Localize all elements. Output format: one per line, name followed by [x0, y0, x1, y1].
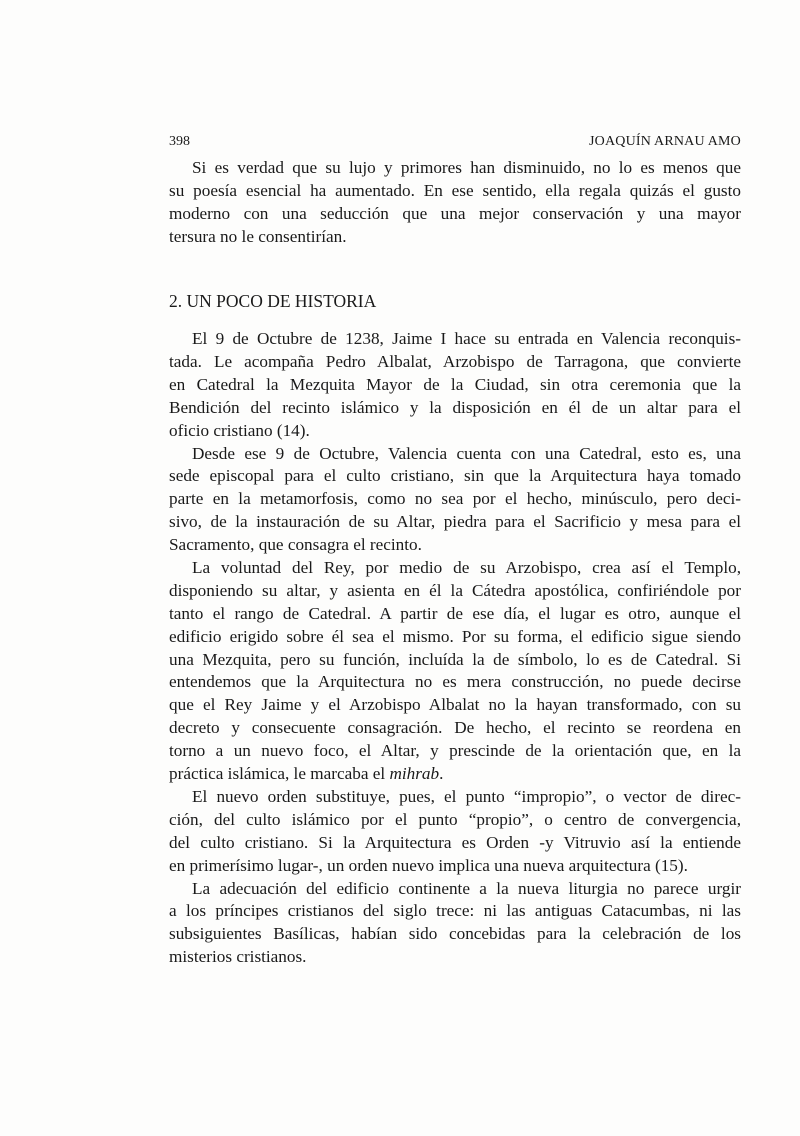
running-head-author: JOAQUÍN ARNAU AMO: [589, 134, 741, 149]
text-line: parte en la metamorfosis, como no sea por el hecho, minúsculo, pero deci-: [169, 489, 741, 509]
text-fragment: práctica islámica, le marcaba el: [169, 764, 390, 784]
running-header: [169, 132, 741, 152]
text-line: en Catedral la Mezquita Mayor de la Ciudad, sin otra ceremonia que la: [169, 374, 741, 394]
text-line: que el Rey Jaime y el Arzobispo Albalat no la hayan transformado, con su: [169, 695, 741, 715]
text-line: Sacramento, que consagra el recinto.: [169, 535, 422, 555]
text-line: misterios cristianos.: [169, 947, 307, 967]
text-line: su poesía esencial ha aumentado. En ese sentido, ella regala quizás el gusto: [169, 180, 741, 200]
paragraph-1: [169, 328, 741, 442]
paragraph-3: [169, 557, 741, 786]
text-line: decreto y consecuente consagración. De hecho, el recinto se reordena en: [169, 718, 741, 738]
text-line: en primerísimo lugar-, un orden nuevo implica una nueva arquitectura (15).: [169, 855, 688, 875]
text-line: a los príncipes cristianos del siglo trece: ni las antiguas Catacumbas, ni las: [169, 901, 741, 921]
text-line: tersura no le consentirían.: [169, 226, 347, 246]
text-line: subsiguientes Basílicas, habían sido concebidas para la celebración de los: [169, 924, 741, 944]
intro-paragraph: [169, 157, 741, 249]
text-line: ción, del culto islámico por el punto “propio”, o centro de convergencia,: [169, 809, 741, 829]
italic-term: mihrab: [389, 764, 440, 784]
paragraph-4: [169, 786, 741, 878]
text-line: El 9 de Octubre de 1238, Jaime I hace su entrada en Valencia reconquis-: [192, 329, 741, 348]
text-line: moderno con una seducción que una mejor conservación y una mayor: [169, 203, 741, 223]
text-line: edificio erigido sobre él sea el mismo. Por su forma, el edificio sigue siendo: [169, 626, 741, 646]
text-line: del culto cristiano. Si la Arquitectura es Orden -y Vitruvio así la entiende: [169, 832, 741, 852]
text-line: oficio cristiano (14).: [169, 420, 310, 440]
text-fragment: .: [439, 764, 444, 784]
text-line: tanto el rango de Catedral. A partir de ese día, el lugar es otro, aunque el: [169, 603, 741, 623]
text-line: La adecuación del edificio continente a la nueva liturgia no parece urgir: [192, 878, 741, 898]
text-line: [169, 763, 741, 786]
section-heading: 2. UN POCO DE HISTORIA: [169, 291, 377, 311]
paragraph-5: [169, 878, 741, 970]
text-line: tada. Le acompaña Pedro Albalat, Arzobispo de Tarragona, que convierte: [169, 351, 741, 371]
page-number: 398: [169, 134, 190, 149]
text-line: entendemos que la Arquitectura no es mera construcción, no puede decirse: [169, 672, 741, 692]
text-line: disponiendo su altar, y asienta en él la Cátedra apostólica, confiriéndole por: [169, 580, 741, 600]
text-line: torno a un nuevo foco, el Altar, y prescinde de la orientación que, en la: [169, 741, 741, 761]
text-line: Bendición del recinto islámico y la disposición en él de un altar para el: [169, 397, 741, 417]
text-line: Si es verdad que su lujo y primores han disminuido, no lo es menos que: [192, 158, 741, 177]
text-line: una Mezquita, pero su función, incluída la de símbolo, lo es de Catedral. Si: [169, 649, 741, 669]
text-line: sede episcopal para el culto cristiano, sin que la Arquitectura haya tomado: [169, 466, 741, 486]
text-line: Desde ese 9 de Octubre, Valencia cuenta con una Catedral, esto es, una: [192, 443, 741, 463]
text-line: sivo, de la instauración de su Altar, piedra para el Sacrificio y mesa para el: [169, 512, 741, 532]
text-line: La voluntad del Rey, por medio de su Arzobispo, crea así el Templo,: [192, 558, 741, 577]
paragraph-2: [169, 443, 741, 557]
text-line: El nuevo orden substituye, pues, el punto “impropio”, o vector de direc-: [192, 787, 741, 806]
